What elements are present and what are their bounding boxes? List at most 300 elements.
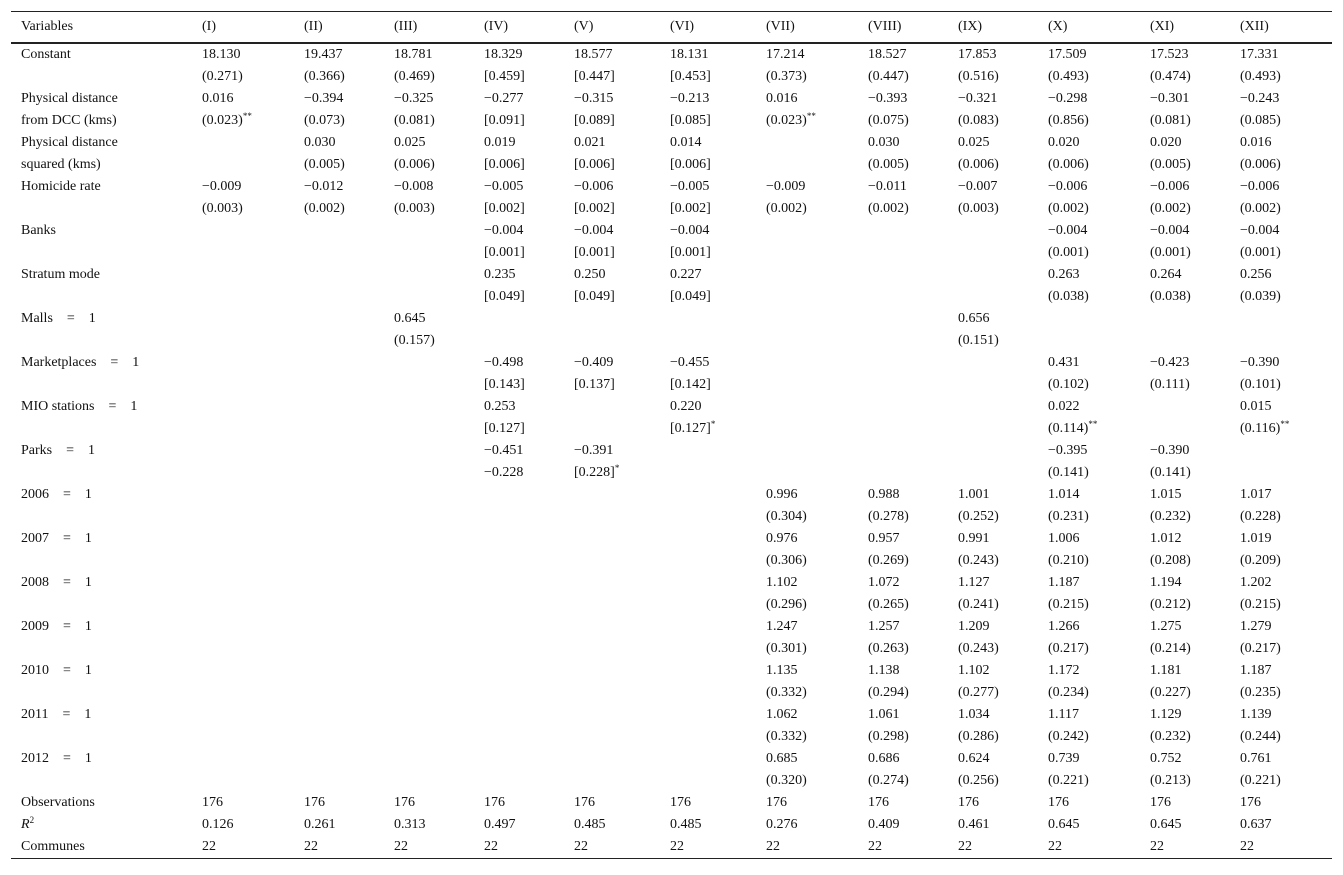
- cell-value: (0.001): [1048, 244, 1089, 260]
- table-cell: [948, 418, 1038, 440]
- table-cell: [192, 836, 294, 859]
- cell-value: 0.497: [484, 816, 516, 832]
- cell-value: (0.241): [958, 596, 999, 612]
- cell-value: (0.366): [304, 68, 345, 84]
- table-row: [11, 792, 1332, 814]
- table-cell: [1038, 770, 1140, 792]
- significance-mark: **: [242, 110, 252, 121]
- cell-value: (0.083): [958, 112, 999, 128]
- cell-value: 0.645: [394, 310, 426, 326]
- table-cell: [294, 638, 384, 660]
- table-cell: [858, 748, 948, 770]
- cell-value: −0.008: [394, 178, 434, 194]
- table-cell: [756, 242, 858, 264]
- table-cell: [474, 176, 564, 198]
- row-label-text: 2008 = 1: [21, 574, 92, 590]
- table-cell: [384, 792, 474, 814]
- cell-value: 0.015: [1240, 398, 1272, 414]
- table-cell: [660, 528, 756, 550]
- table-cell: [294, 726, 384, 748]
- row-label: [11, 132, 192, 154]
- table-cell: [1140, 286, 1230, 308]
- table-cell: [858, 704, 948, 726]
- row-label-text: 2007 = 1: [21, 530, 92, 546]
- table-cell: [948, 572, 1038, 594]
- table-cell: [294, 43, 384, 66]
- table-cell: [1230, 264, 1332, 286]
- table-cell: [294, 198, 384, 220]
- row-label: [11, 330, 192, 352]
- cell-value: 0.996: [766, 486, 798, 502]
- table-cell: [1230, 220, 1332, 242]
- cell-value: [0.049]: [670, 288, 711, 304]
- table-row: [11, 110, 1332, 132]
- table-cell: [756, 374, 858, 396]
- cell-value: 176: [484, 794, 505, 810]
- table-cell: [1140, 814, 1230, 836]
- cell-value: [0.137]: [574, 376, 615, 392]
- table-cell: [1230, 814, 1332, 836]
- row-label: [11, 704, 192, 726]
- cell-value: (0.231): [1048, 508, 1089, 524]
- cell-value: 22: [670, 838, 684, 854]
- row-label: [11, 440, 192, 462]
- table-cell: [858, 110, 948, 132]
- r-squared-exponent: 2: [29, 814, 35, 825]
- row-label-text: Communes: [21, 838, 85, 854]
- table-cell: [858, 836, 948, 859]
- table-cell: [660, 374, 756, 396]
- table-cell: [858, 726, 948, 748]
- table-cell: [384, 88, 474, 110]
- cell-value: 0.014: [670, 134, 702, 150]
- cell-value: 0.409: [868, 816, 900, 832]
- table-cell: [660, 88, 756, 110]
- cell-value: (0.039): [1240, 288, 1281, 304]
- table-cell: [858, 352, 948, 374]
- table-cell: [1038, 484, 1140, 506]
- table-cell: [564, 726, 660, 748]
- table-cell: [192, 396, 294, 418]
- cell-value: (0.081): [394, 112, 435, 128]
- cell-value: (0.214): [1150, 640, 1191, 656]
- row-label: [11, 198, 192, 220]
- cell-value: (0.516): [958, 68, 999, 84]
- table-cell: [384, 550, 474, 572]
- table-cell: [192, 176, 294, 198]
- table-cell: [564, 440, 660, 462]
- cell-value: −0.455: [670, 354, 710, 370]
- header-model-7: (VII): [766, 18, 795, 34]
- cell-value: (0.298): [868, 728, 909, 744]
- table-cell: [1038, 616, 1140, 638]
- table-cell: [756, 110, 858, 132]
- cell-value: −0.451: [484, 442, 524, 458]
- table-cell: [948, 330, 1038, 352]
- table-cell: [474, 594, 564, 616]
- table-cell: [1230, 506, 1332, 528]
- row-label: [11, 462, 192, 484]
- table-cell: [756, 506, 858, 528]
- cell-value: 1.257: [868, 618, 900, 634]
- table-cell: [1140, 506, 1230, 528]
- table-cell: [564, 330, 660, 352]
- cell-value: (0.474): [1150, 68, 1191, 84]
- table-cell: [564, 770, 660, 792]
- table-cell: [474, 770, 564, 792]
- table-row: [11, 43, 1332, 66]
- table-cell: [564, 88, 660, 110]
- cell-value: [0.006]: [484, 156, 525, 172]
- table-cell: [384, 770, 474, 792]
- table-cell: [1038, 726, 1140, 748]
- table-cell: [474, 682, 564, 704]
- table-cell: [192, 440, 294, 462]
- table-cell: [660, 616, 756, 638]
- table-cell: [1038, 308, 1140, 330]
- table-cell: [1230, 550, 1332, 572]
- table-cell: [294, 308, 384, 330]
- table-cell: [660, 484, 756, 506]
- header-model-8: (VIII): [868, 18, 902, 34]
- cell-value: −0.006: [1150, 178, 1190, 194]
- table-cell: [1230, 528, 1332, 550]
- table-cell: [660, 506, 756, 528]
- table-cell: [564, 66, 660, 88]
- cell-value: 176: [670, 794, 691, 810]
- table-cell: [1230, 572, 1332, 594]
- cell-value: (0.141): [1048, 464, 1089, 480]
- cell-value: (0.102): [1048, 376, 1089, 392]
- cell-value: (0.213): [1150, 772, 1191, 788]
- cell-value: 176: [1150, 794, 1171, 810]
- table-cell: [564, 748, 660, 770]
- cell-value: 0.313: [394, 816, 426, 832]
- table-cell: [294, 440, 384, 462]
- cell-value: (0.286): [958, 728, 999, 744]
- table-cell: [192, 682, 294, 704]
- cell-value: 176: [574, 794, 595, 810]
- table-cell: [660, 550, 756, 572]
- cell-value: −0.004: [1240, 222, 1280, 238]
- cell-value: 0.645: [1048, 816, 1080, 832]
- table-cell: [384, 43, 474, 66]
- cell-value: (0.332): [766, 728, 807, 744]
- cell-value: −0.004: [574, 222, 614, 238]
- cell-value: 0.276: [766, 816, 798, 832]
- table-body: [11, 43, 1332, 859]
- row-label: [11, 638, 192, 660]
- table-cell: [474, 528, 564, 550]
- table-cell: [294, 792, 384, 814]
- cell-value: 1.187: [1240, 662, 1272, 678]
- table-cell: [474, 154, 564, 176]
- cell-value: 0.020: [1048, 134, 1080, 150]
- table-cell: [1230, 770, 1332, 792]
- table-cell: [948, 550, 1038, 572]
- row-label: [11, 594, 192, 616]
- cell-value: (0.075): [868, 112, 909, 128]
- cell-value: −0.004: [484, 222, 524, 238]
- table-cell: [294, 242, 384, 264]
- table-cell: [756, 66, 858, 88]
- table-cell: [192, 110, 294, 132]
- table-cell: [192, 704, 294, 726]
- table-row: [11, 814, 1332, 836]
- table-cell: [1038, 396, 1140, 418]
- cell-value: 176: [394, 794, 415, 810]
- table-row: [11, 264, 1332, 286]
- cell-value: (0.265): [868, 596, 909, 612]
- row-label: [11, 550, 192, 572]
- table-cell: [192, 770, 294, 792]
- cell-value: (0.277): [958, 684, 999, 700]
- table-cell: [1038, 330, 1140, 352]
- table-cell: [756, 836, 858, 859]
- cell-value: 1.202: [1240, 574, 1272, 590]
- cell-value: 1.019: [1240, 530, 1272, 546]
- table-cell: [948, 836, 1038, 859]
- table-cell: [858, 682, 948, 704]
- header-model-2: (II): [304, 18, 323, 34]
- table-row: [11, 330, 1332, 352]
- table-cell: [756, 352, 858, 374]
- table-cell: [384, 286, 474, 308]
- cell-value: 1.275: [1150, 618, 1182, 634]
- cell-value: 0.431: [1048, 354, 1080, 370]
- regression-table-container: [11, 11, 1332, 859]
- table-row: [11, 528, 1332, 550]
- cell-value: −0.409: [574, 354, 614, 370]
- table-cell: [756, 572, 858, 594]
- table-cell: [564, 220, 660, 242]
- table-cell: [564, 176, 660, 198]
- table-cell: [384, 528, 474, 550]
- table-cell: [294, 484, 384, 506]
- table-cell: [294, 132, 384, 154]
- cell-value: 0.025: [394, 134, 426, 150]
- cell-value: 176: [304, 794, 325, 810]
- cell-value: 0.022: [1048, 398, 1080, 414]
- cell-value: (0.493): [1240, 68, 1281, 84]
- cell-value: (0.111): [1150, 376, 1190, 392]
- cell-value: 0.485: [574, 816, 606, 832]
- table-cell: [1038, 88, 1140, 110]
- cell-value: (0.232): [1150, 508, 1191, 524]
- table-cell: [858, 616, 948, 638]
- table-cell: [1140, 462, 1230, 484]
- table-header: [11, 12, 1332, 43]
- table-cell: [756, 264, 858, 286]
- cell-value: (0.006): [394, 156, 435, 172]
- cell-value: [0.228]: [574, 464, 615, 480]
- table-cell: [474, 814, 564, 836]
- table-cell: [756, 704, 858, 726]
- cell-value: 1.266: [1048, 618, 1080, 634]
- table-row: [11, 418, 1332, 440]
- table-cell: [192, 616, 294, 638]
- table-row: [11, 572, 1332, 594]
- table-cell: [1140, 176, 1230, 198]
- table-cell: [474, 88, 564, 110]
- table-row: [11, 704, 1332, 726]
- table-cell: [1140, 528, 1230, 550]
- table-cell: [564, 638, 660, 660]
- table-cell: [948, 528, 1038, 550]
- cell-value: −0.391: [574, 442, 614, 458]
- table-row: [11, 88, 1332, 110]
- table-cell: [294, 418, 384, 440]
- row-label: [11, 418, 192, 440]
- table-cell: [1038, 440, 1140, 462]
- table-cell: [1230, 748, 1332, 770]
- table-cell: [384, 374, 474, 396]
- cell-value: (0.278): [868, 508, 909, 524]
- table-cell: [1230, 660, 1332, 682]
- table-cell: [1038, 594, 1140, 616]
- table-cell: [474, 726, 564, 748]
- table-cell: [660, 638, 756, 660]
- table-cell: [1230, 484, 1332, 506]
- table-cell: [474, 110, 564, 132]
- table-cell: [948, 748, 1038, 770]
- row-label: [11, 484, 192, 506]
- cell-value: 0.025: [958, 134, 990, 150]
- cell-value: (0.208): [1150, 552, 1191, 568]
- table-cell: [192, 374, 294, 396]
- table-row: [11, 352, 1332, 374]
- cell-value: (0.157): [394, 332, 435, 348]
- table-cell: [192, 792, 294, 814]
- cell-value: −0.005: [670, 178, 710, 194]
- table-cell: [1140, 198, 1230, 220]
- table-cell: [474, 660, 564, 682]
- cell-value: −0.009: [202, 178, 242, 194]
- cell-value: 22: [958, 838, 972, 854]
- table-cell: [474, 418, 564, 440]
- table-cell: [564, 264, 660, 286]
- table-cell: [756, 418, 858, 440]
- table-cell: [660, 704, 756, 726]
- cell-value: 22: [766, 838, 780, 854]
- cell-value: 0.685: [766, 750, 798, 766]
- cell-value: −0.390: [1240, 354, 1280, 370]
- table-cell: [1038, 462, 1140, 484]
- table-cell: [294, 462, 384, 484]
- table-cell: [1140, 66, 1230, 88]
- cell-value: (0.232): [1150, 728, 1191, 744]
- table-cell: [564, 506, 660, 528]
- cell-value: (0.263): [868, 640, 909, 656]
- cell-value: 22: [202, 838, 216, 854]
- header-model-9: (IX): [958, 18, 983, 34]
- table-cell: [564, 682, 660, 704]
- cell-value: (0.215): [1048, 596, 1089, 612]
- cell-value: 0.752: [1150, 750, 1182, 766]
- cell-value: [0.002]: [670, 200, 711, 216]
- table-row: [11, 440, 1332, 462]
- table-cell: [564, 154, 660, 176]
- table-cell: [1230, 682, 1332, 704]
- table-cell: [756, 462, 858, 484]
- row-label-text: Physical distance: [21, 134, 118, 150]
- table-cell: [858, 264, 948, 286]
- table-cell: [1230, 43, 1332, 66]
- cell-value: (0.003): [202, 200, 243, 216]
- table-cell: [384, 836, 474, 859]
- cell-value: (0.373): [766, 68, 807, 84]
- table-cell: [474, 264, 564, 286]
- significance-mark: *: [710, 418, 716, 429]
- cell-value: (0.085): [1240, 112, 1281, 128]
- table-cell: [660, 286, 756, 308]
- cell-value: 1.117: [1048, 706, 1079, 722]
- table-cell: [1038, 792, 1140, 814]
- row-label-text: squared (kms): [21, 156, 101, 172]
- table-cell: [1230, 132, 1332, 154]
- table-cell: [1140, 638, 1230, 660]
- cell-value: 1.127: [958, 574, 990, 590]
- table-cell: [564, 242, 660, 264]
- cell-value: (0.002): [304, 200, 345, 216]
- table-cell: [948, 43, 1038, 66]
- table-cell: [756, 682, 858, 704]
- table-cell: [948, 770, 1038, 792]
- row-label-text: Physical distance: [21, 90, 118, 106]
- cell-value: 0.256: [1240, 266, 1272, 282]
- table-cell: [474, 43, 564, 66]
- table-cell: [474, 352, 564, 374]
- table-cell: [384, 352, 474, 374]
- table-cell: [948, 792, 1038, 814]
- row-label: [11, 770, 192, 792]
- table-cell: [948, 374, 1038, 396]
- table-cell: [858, 220, 948, 242]
- row-label: [11, 836, 192, 859]
- cell-value: 22: [1048, 838, 1062, 854]
- table-cell: [756, 616, 858, 638]
- table-cell: [384, 462, 474, 484]
- table-cell: [474, 616, 564, 638]
- table-cell: [1038, 506, 1140, 528]
- header-variables: Variables: [21, 18, 74, 34]
- header-model-5: (V): [574, 18, 594, 34]
- table-cell: [192, 638, 294, 660]
- table-cell: [1038, 154, 1140, 176]
- table-cell: [564, 836, 660, 859]
- cell-value: 1.187: [1048, 574, 1080, 590]
- table-cell: [294, 88, 384, 110]
- cell-value: [0.006]: [670, 156, 711, 172]
- cell-value: 0.976: [766, 530, 798, 546]
- table-cell: [660, 836, 756, 859]
- row-label-text: Constant: [21, 46, 71, 62]
- cell-value: (0.294): [868, 684, 909, 700]
- cell-value: (0.006): [1240, 156, 1281, 172]
- table-row: [11, 726, 1332, 748]
- row-label: [11, 264, 192, 286]
- cell-value: (0.116): [1240, 420, 1281, 436]
- cell-value: 17.523: [1150, 46, 1189, 62]
- table-cell: [858, 550, 948, 572]
- table-cell: [192, 550, 294, 572]
- table-cell: [660, 748, 756, 770]
- table-cell: [948, 462, 1038, 484]
- cell-value: [0.085]: [670, 112, 711, 128]
- cell-value: (0.210): [1048, 552, 1089, 568]
- row-label-text: 2009 = 1: [21, 618, 92, 634]
- table-cell: [294, 176, 384, 198]
